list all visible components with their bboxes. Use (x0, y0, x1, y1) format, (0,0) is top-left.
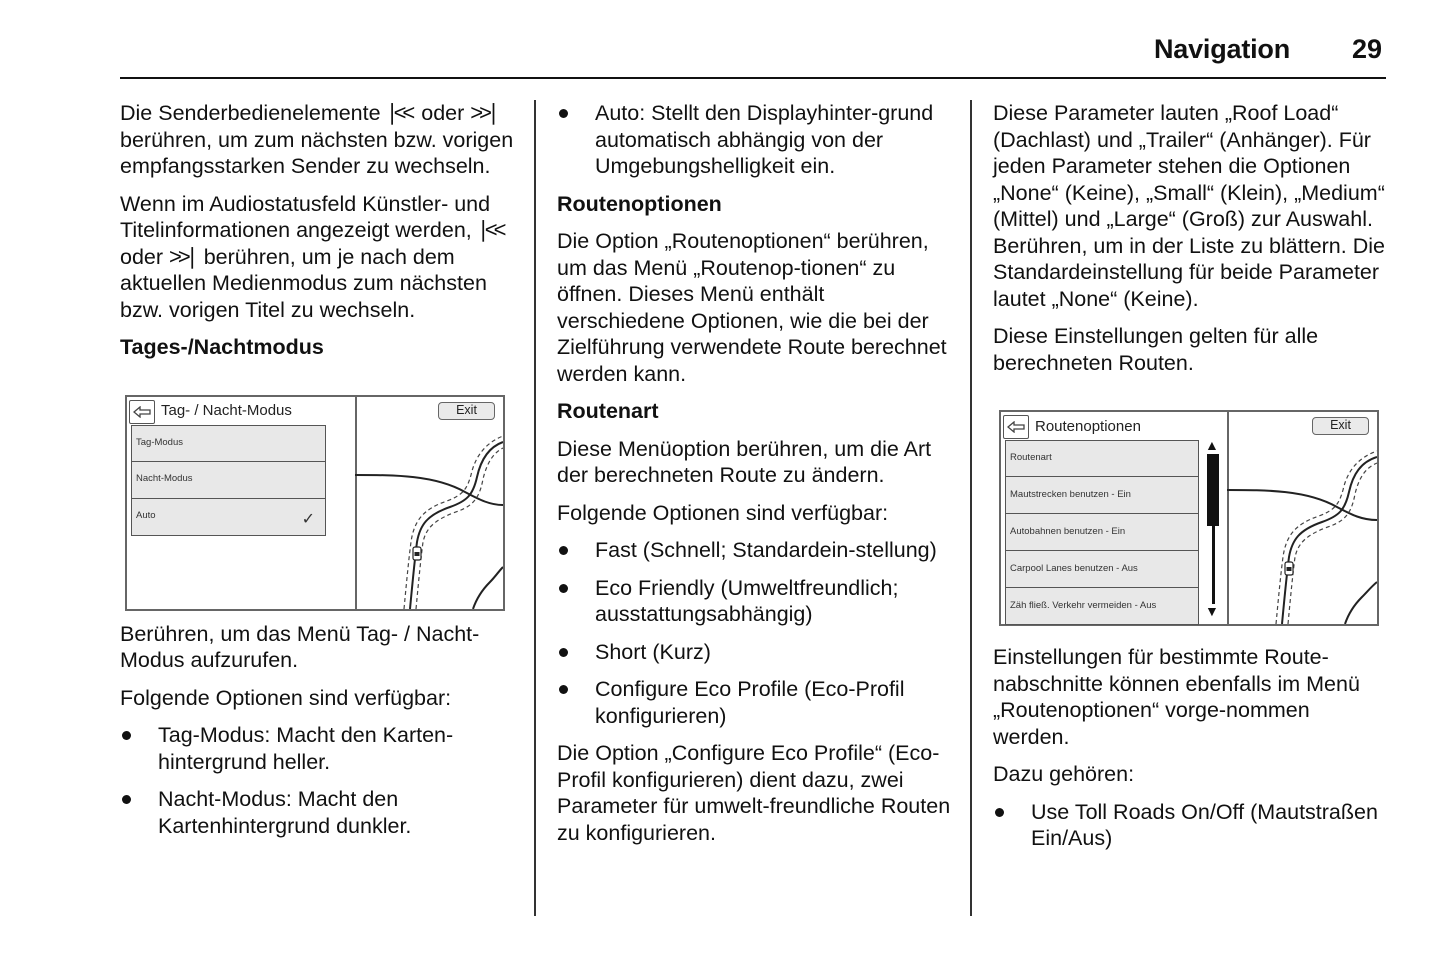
bullet-icon (122, 731, 131, 740)
scroll-up-icon[interactable]: ▲ (1205, 437, 1219, 453)
checkmark-icon: ✓ (301, 510, 315, 528)
list-item: Configure Eco Profile (Eco-Profil konfigurieren) (557, 676, 957, 729)
route-options-menu (1005, 440, 1199, 625)
day-night-menu (131, 425, 326, 536)
exit-button[interactable]: Exit (1312, 417, 1369, 435)
day-night-options-list (120, 722, 520, 839)
bullet-icon (559, 546, 568, 555)
column-divider-1 (534, 100, 536, 916)
menu-item-night-mode[interactable]: Nacht-Modus (131, 462, 326, 499)
skip-forward-icon: >>∣ (470, 100, 495, 125)
list-item: Eco Friendly (Umweltfreundlich; ausstattungsabhängig) (557, 575, 957, 628)
paragraph-route-options: Die Option „Routenoptionen“ berühren, um das Menü „Routenop-tionen“ zu öffnen. Dieses Menü enthält verschiedene Optionen, wie die bei der Zielführung verwendete Route berechnet werden kann. (557, 229, 947, 386)
list-item: Tag-Modus: Macht den Karten-hintergrund heller. (120, 722, 520, 775)
scroll-down-icon[interactable]: ▼ (1205, 603, 1219, 619)
heading-route-options: Routenoptionen (557, 191, 722, 216)
back-arrow-icon (133, 406, 151, 418)
screenshot-day-night-menu (125, 395, 505, 611)
paragraph-includes: Dazu gehören: (993, 762, 1135, 786)
list-item: Auto: Stellt den Displayhinter-grund automatisch abhängig von der Umgebungshelligkeit ein. (557, 100, 957, 180)
scrollbar[interactable] (1204, 438, 1222, 618)
skip-back-icon: ∣<< (477, 217, 503, 242)
menu-item-highways[interactable]: Autobahnen benutzen - Ein (1005, 514, 1199, 551)
paragraph-open-menu: Berühren, um das Menü Tag- / Nacht-Modus aufzurufen. (120, 621, 480, 672)
paragraph-station-controls: Die Senderbedienelemente ∣<< oder >>∣ berühren, um zum nächsten bzw. vorigen empfangsstarken Sender zu wechseln. (120, 100, 514, 178)
bullet-icon (559, 109, 568, 118)
list-item: Use Toll Roads On/Off (Mautstraßen Ein/Aus) (993, 799, 1388, 852)
header-rule (120, 77, 1386, 79)
menu-item-avoid-traffic[interactable]: Zäh fließ. Verkehr vermeiden - Aus (1005, 588, 1199, 625)
list-item: Nacht-Modus: Macht den Kartenhintergrund dunkler. (120, 786, 520, 839)
paragraph-route-sections: Einstellungen für bestimmte Route-nabschnitte können ebenfalls im Menü „Routenoptionen“ vorge-nommen werden. (993, 645, 1360, 749)
list-item: Fast (Schnell; Standardein-stellung) (557, 537, 957, 564)
menu-item-day-mode[interactable]: Tag-Modus (131, 425, 326, 462)
skip-back-icon: ∣<< (386, 100, 412, 125)
scroll-thumb[interactable] (1207, 454, 1219, 526)
heading-day-night: Tages-/Nachtmodus (120, 335, 324, 359)
column-2 (557, 100, 957, 857)
paragraph-options-available: Folgende Optionen sind verfügbar: (557, 500, 889, 525)
screen-title: Routenoptionen (1035, 417, 1141, 435)
bullet-icon (559, 584, 568, 593)
column-3 (993, 100, 1388, 863)
page-number: 29 (1352, 34, 1383, 64)
bullet-icon (995, 808, 1004, 817)
paragraph-route-type: Diese Menüoption berühren, um die Art der berechneten Route zu ändern. (557, 436, 932, 487)
list-item: Short (Kurz) (557, 639, 957, 666)
heading-route-type: Routenart (557, 399, 659, 423)
paragraph-options-available: Folgende Optionen sind verfügbar: (120, 685, 452, 710)
back-button[interactable] (1003, 415, 1029, 439)
route-type-options-list (557, 537, 957, 729)
column-divider-2 (970, 100, 972, 916)
bullet-icon (559, 685, 568, 694)
route-section-options-list (993, 799, 1388, 852)
map-view (1227, 412, 1377, 624)
screen-title: Tag- / Nacht-Modus (161, 402, 292, 420)
paragraph-eco-profile: Die Option „Configure Eco Profile“ (Eco-Profil konfigurieren) dient dazu, zwei Parameter für umwelt-freundliche Routen zu konfigurieren. (557, 741, 951, 845)
back-arrow-icon (1007, 421, 1025, 433)
menu-item-route-type[interactable]: Routenart (1005, 440, 1199, 477)
bullet-icon (122, 795, 131, 804)
exit-button[interactable]: Exit (438, 402, 495, 420)
paragraph-parameters: Diese Parameter lauten „Roof Load“ (Dachlast) und „Trailer“ (Anhänger). Für jeden Parameter stehen die Optionen „None“ (Keine), „Small“ (Klein), „Medium“ (Mittel) und „Large“ (Groß) zur Auswahl. Berühren, um in der Liste zu blättern. Die Standardeinstellung für beide Parameter lautet „None“ (Keine). (993, 101, 1385, 311)
column-1 (120, 100, 520, 850)
paragraph-track-controls: Wenn im Audiostatusfeld Künstler- und Titelinformationen angezeigt werden, ∣<< oder >>∣ berühren, um je nach dem aktuellen Medienmodus zum nächsten bzw. vorigen Titel zu wechseln. (120, 191, 503, 322)
section-title: Navigation (1154, 34, 1291, 64)
menu-item-toll-roads[interactable]: Mautstrecken benutzen - Ein (1005, 477, 1199, 514)
screenshot-route-options-menu (999, 410, 1379, 626)
bullet-icon (559, 648, 568, 657)
scroll-track (1212, 526, 1215, 604)
menu-item-carpool-lanes[interactable]: Carpool Lanes benutzen - Aus (1005, 551, 1199, 588)
map-view (355, 397, 503, 609)
back-button[interactable] (129, 400, 155, 424)
skip-forward-icon: >>∣ (169, 243, 194, 269)
paragraph-settings-apply: Diese Einstellungen gelten für alle berechneten Routen. (993, 324, 1319, 375)
menu-item-auto[interactable]: Auto ✓ (131, 499, 326, 536)
